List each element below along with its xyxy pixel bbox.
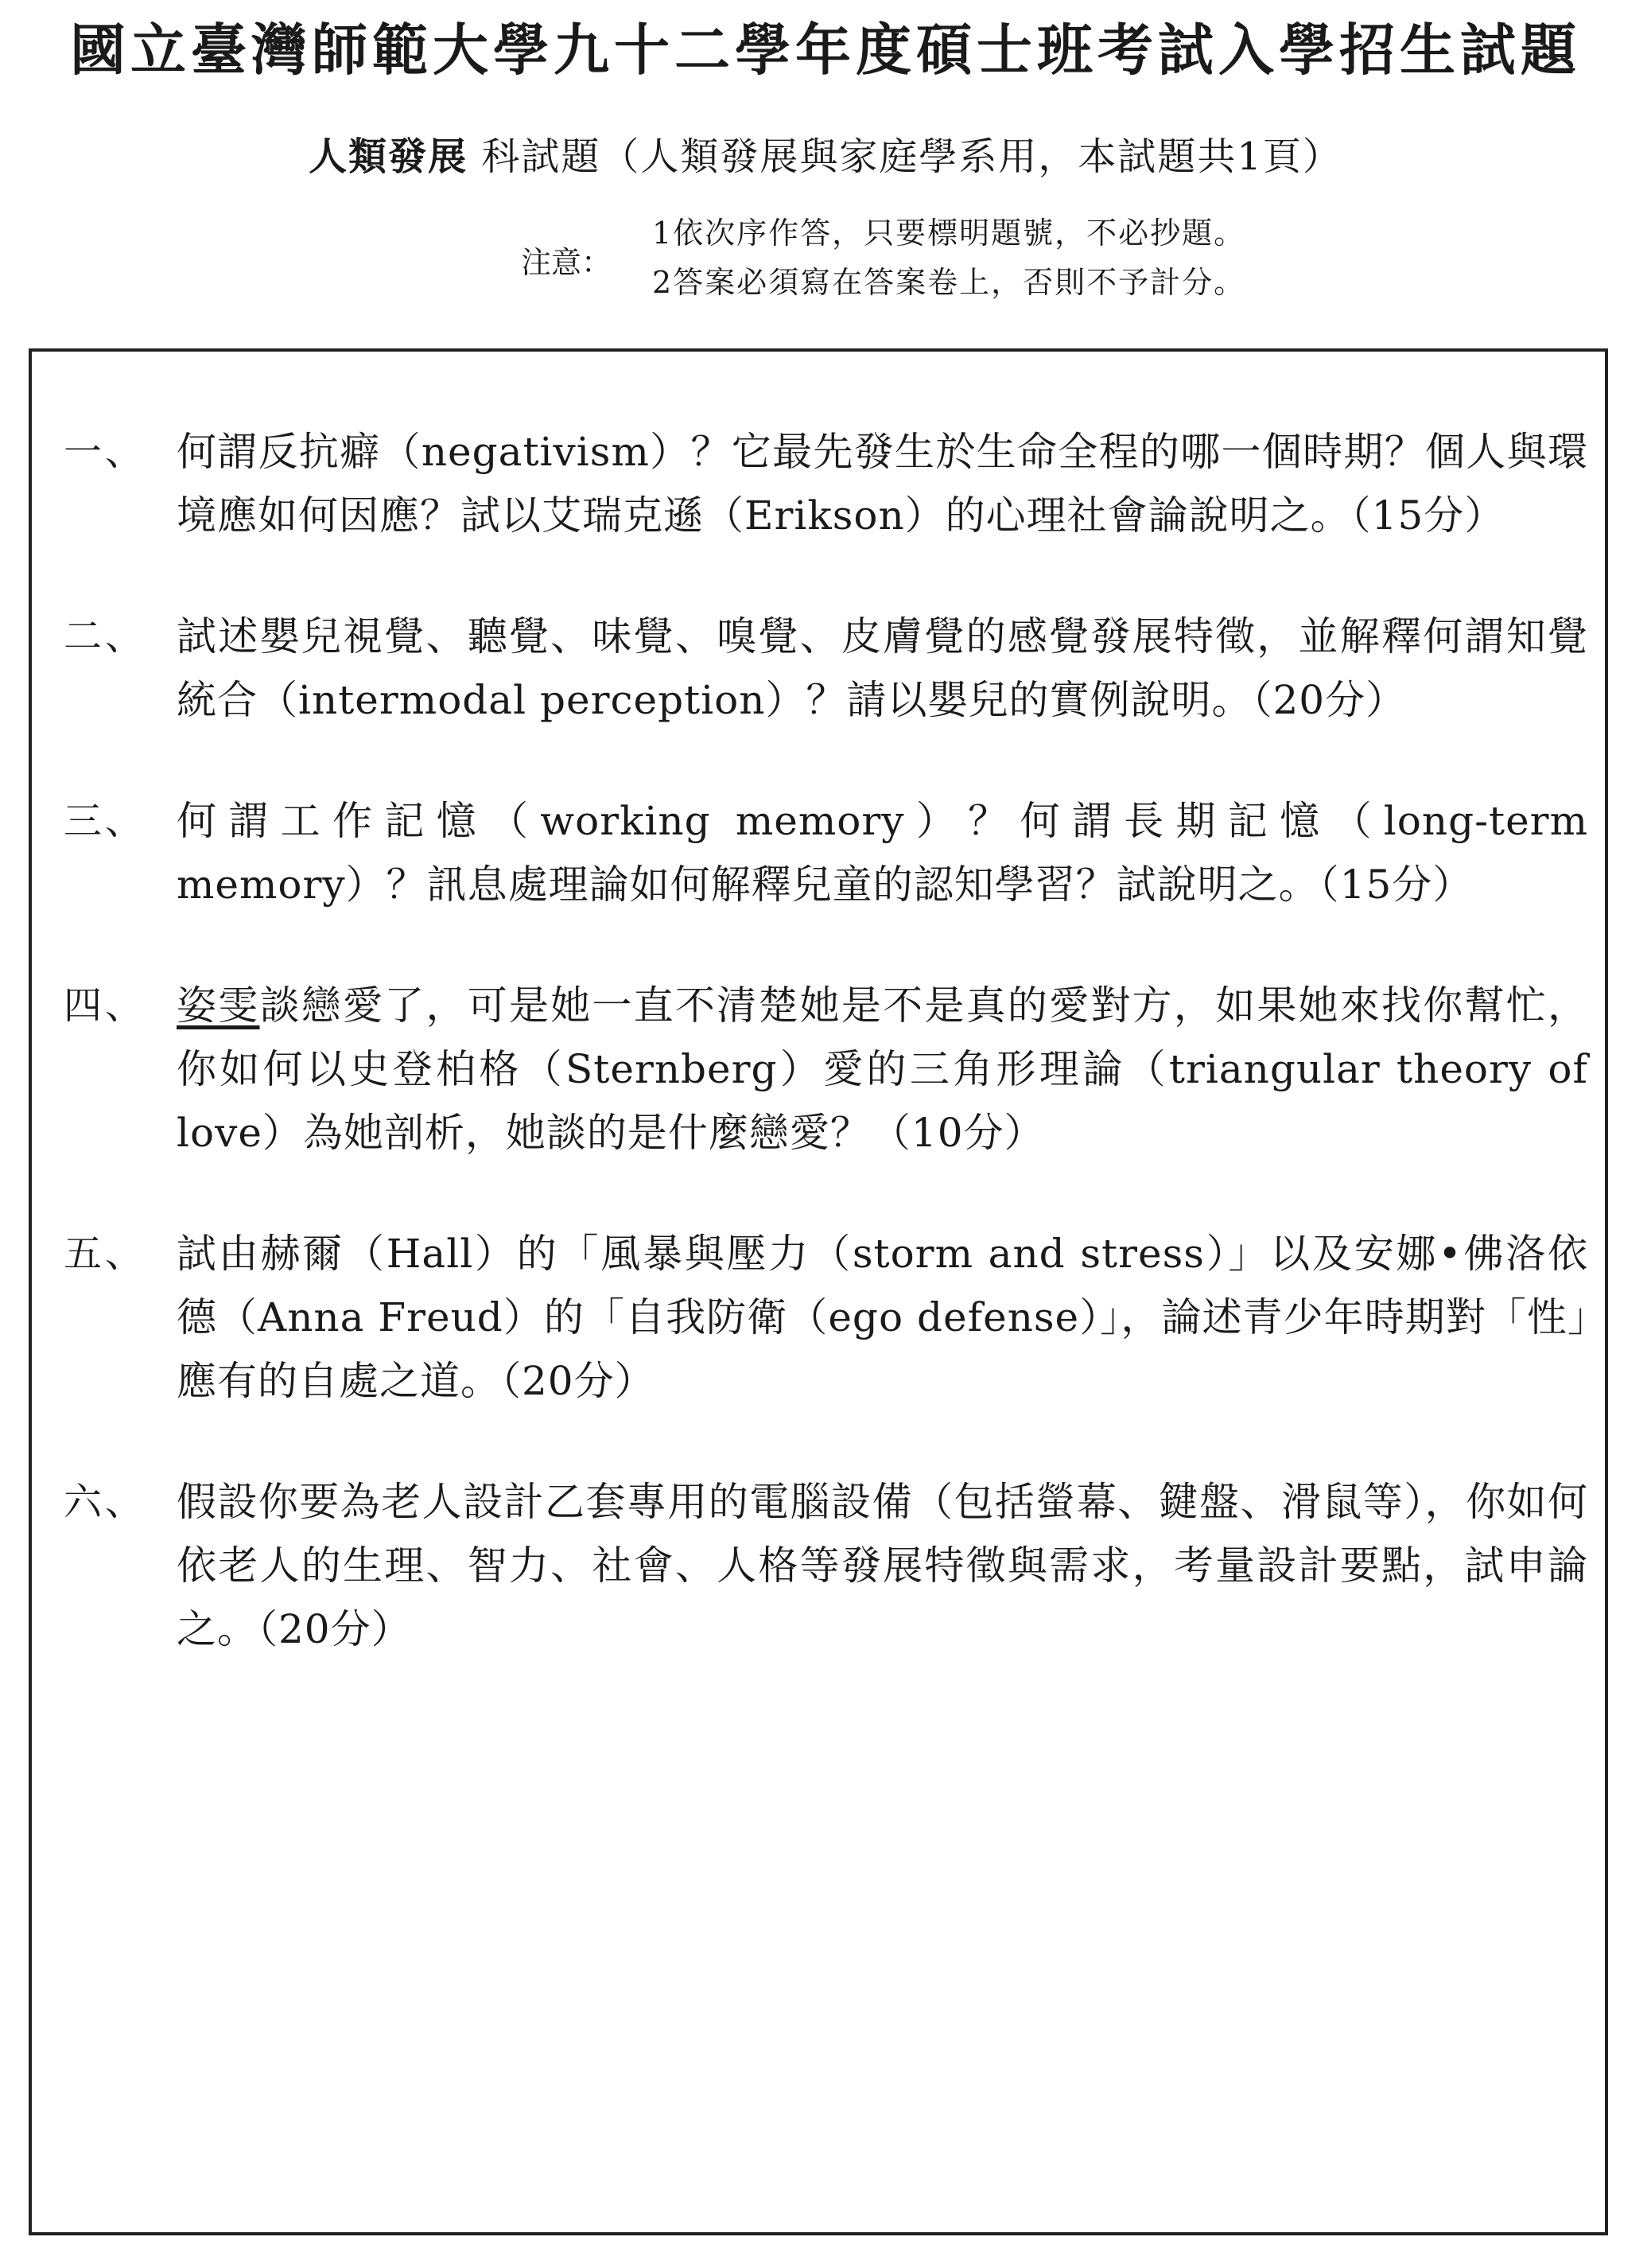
- notes-list: [652, 208, 1245, 307]
- question-1: [64, 420, 1591, 547]
- subject-name: 人類發展: [309, 134, 468, 179]
- subtitle-rest: 科試題（人類發展與家庭學系用，本試題共1頁）: [468, 134, 1342, 179]
- question-text: 何謂工作記憶（working memory）？何謂長期記憶（long-term memory）？訊息處理論如何解釋兒童的認知學習？試說明之。（15分）: [177, 798, 1588, 908]
- question-number: 五、: [64, 1231, 147, 1276]
- question-number: 一、: [64, 430, 147, 474]
- question-text: 何謂反抗癖（negativism）？它最先發生於生命全程的哪一個時期？個人與環境應如何因應？試以艾瑞克遜（Erikson）的心理社會論說明之。（15分）: [177, 429, 1588, 539]
- note-item: 2答案必須寫在答案卷上，否則不予計分。: [652, 265, 1246, 300]
- question-number: 二、: [64, 614, 147, 659]
- question-text-rest: 談戀愛了，可是她一直不清楚她是不是真的愛對方，如果她來找你幫忙，你如何以史登柏格（Sternberg）愛的三角形理論（triangular theory of love）為她剖析，她談的是什麼戀愛？（10分）: [177, 982, 1589, 1156]
- question-number: 四、: [64, 983, 147, 1028]
- question-text: 試由赫爾（Hall）的「風暴與壓力（storm and stress）」以及安娜•佛洛依德（Anna Freud）的「自我防衛（ego defense）」，論述青少年時期對「性」應有的自處之道。（20分）: [177, 1231, 1588, 1404]
- question-number: 六、: [64, 1480, 147, 1524]
- question-2: [64, 605, 1591, 732]
- exam-subtitle: [0, 129, 1651, 185]
- question-6: [64, 1470, 1591, 1661]
- exam-title: 國立臺灣師範大學九十二學年度碩士班考試入學招生試題: [70, 17, 1581, 83]
- notes-label: 注意：: [521, 245, 612, 280]
- question-5: [64, 1222, 1591, 1413]
- question-text: [177, 974, 1588, 1165]
- question-4: [64, 974, 1591, 1165]
- question-3: [64, 789, 1591, 916]
- question-text: 假設你要為老人設計乙套專用的電腦設備（包括螢幕、鍵盤、滑鼠等），你如何依老人的生理、智力、社會、人格等發展特徵與需求，考量設計要點，試申論之。（20分）: [177, 1479, 1588, 1652]
- questions-list: [64, 420, 1591, 1718]
- note-item: 1依次序作答，只要標明題號，不必抄題。: [652, 216, 1246, 251]
- underlined-name: 姿雯: [177, 982, 260, 1029]
- question-number: 三、: [64, 799, 147, 843]
- question-text: 試述嬰兒視覺、聽覺、味覺、嗅覺、皮膚覺的感覺發展特徵，並解釋何謂知覺統合（intermodal perception）？請以嬰兒的實例說明。（20分）: [177, 613, 1588, 723]
